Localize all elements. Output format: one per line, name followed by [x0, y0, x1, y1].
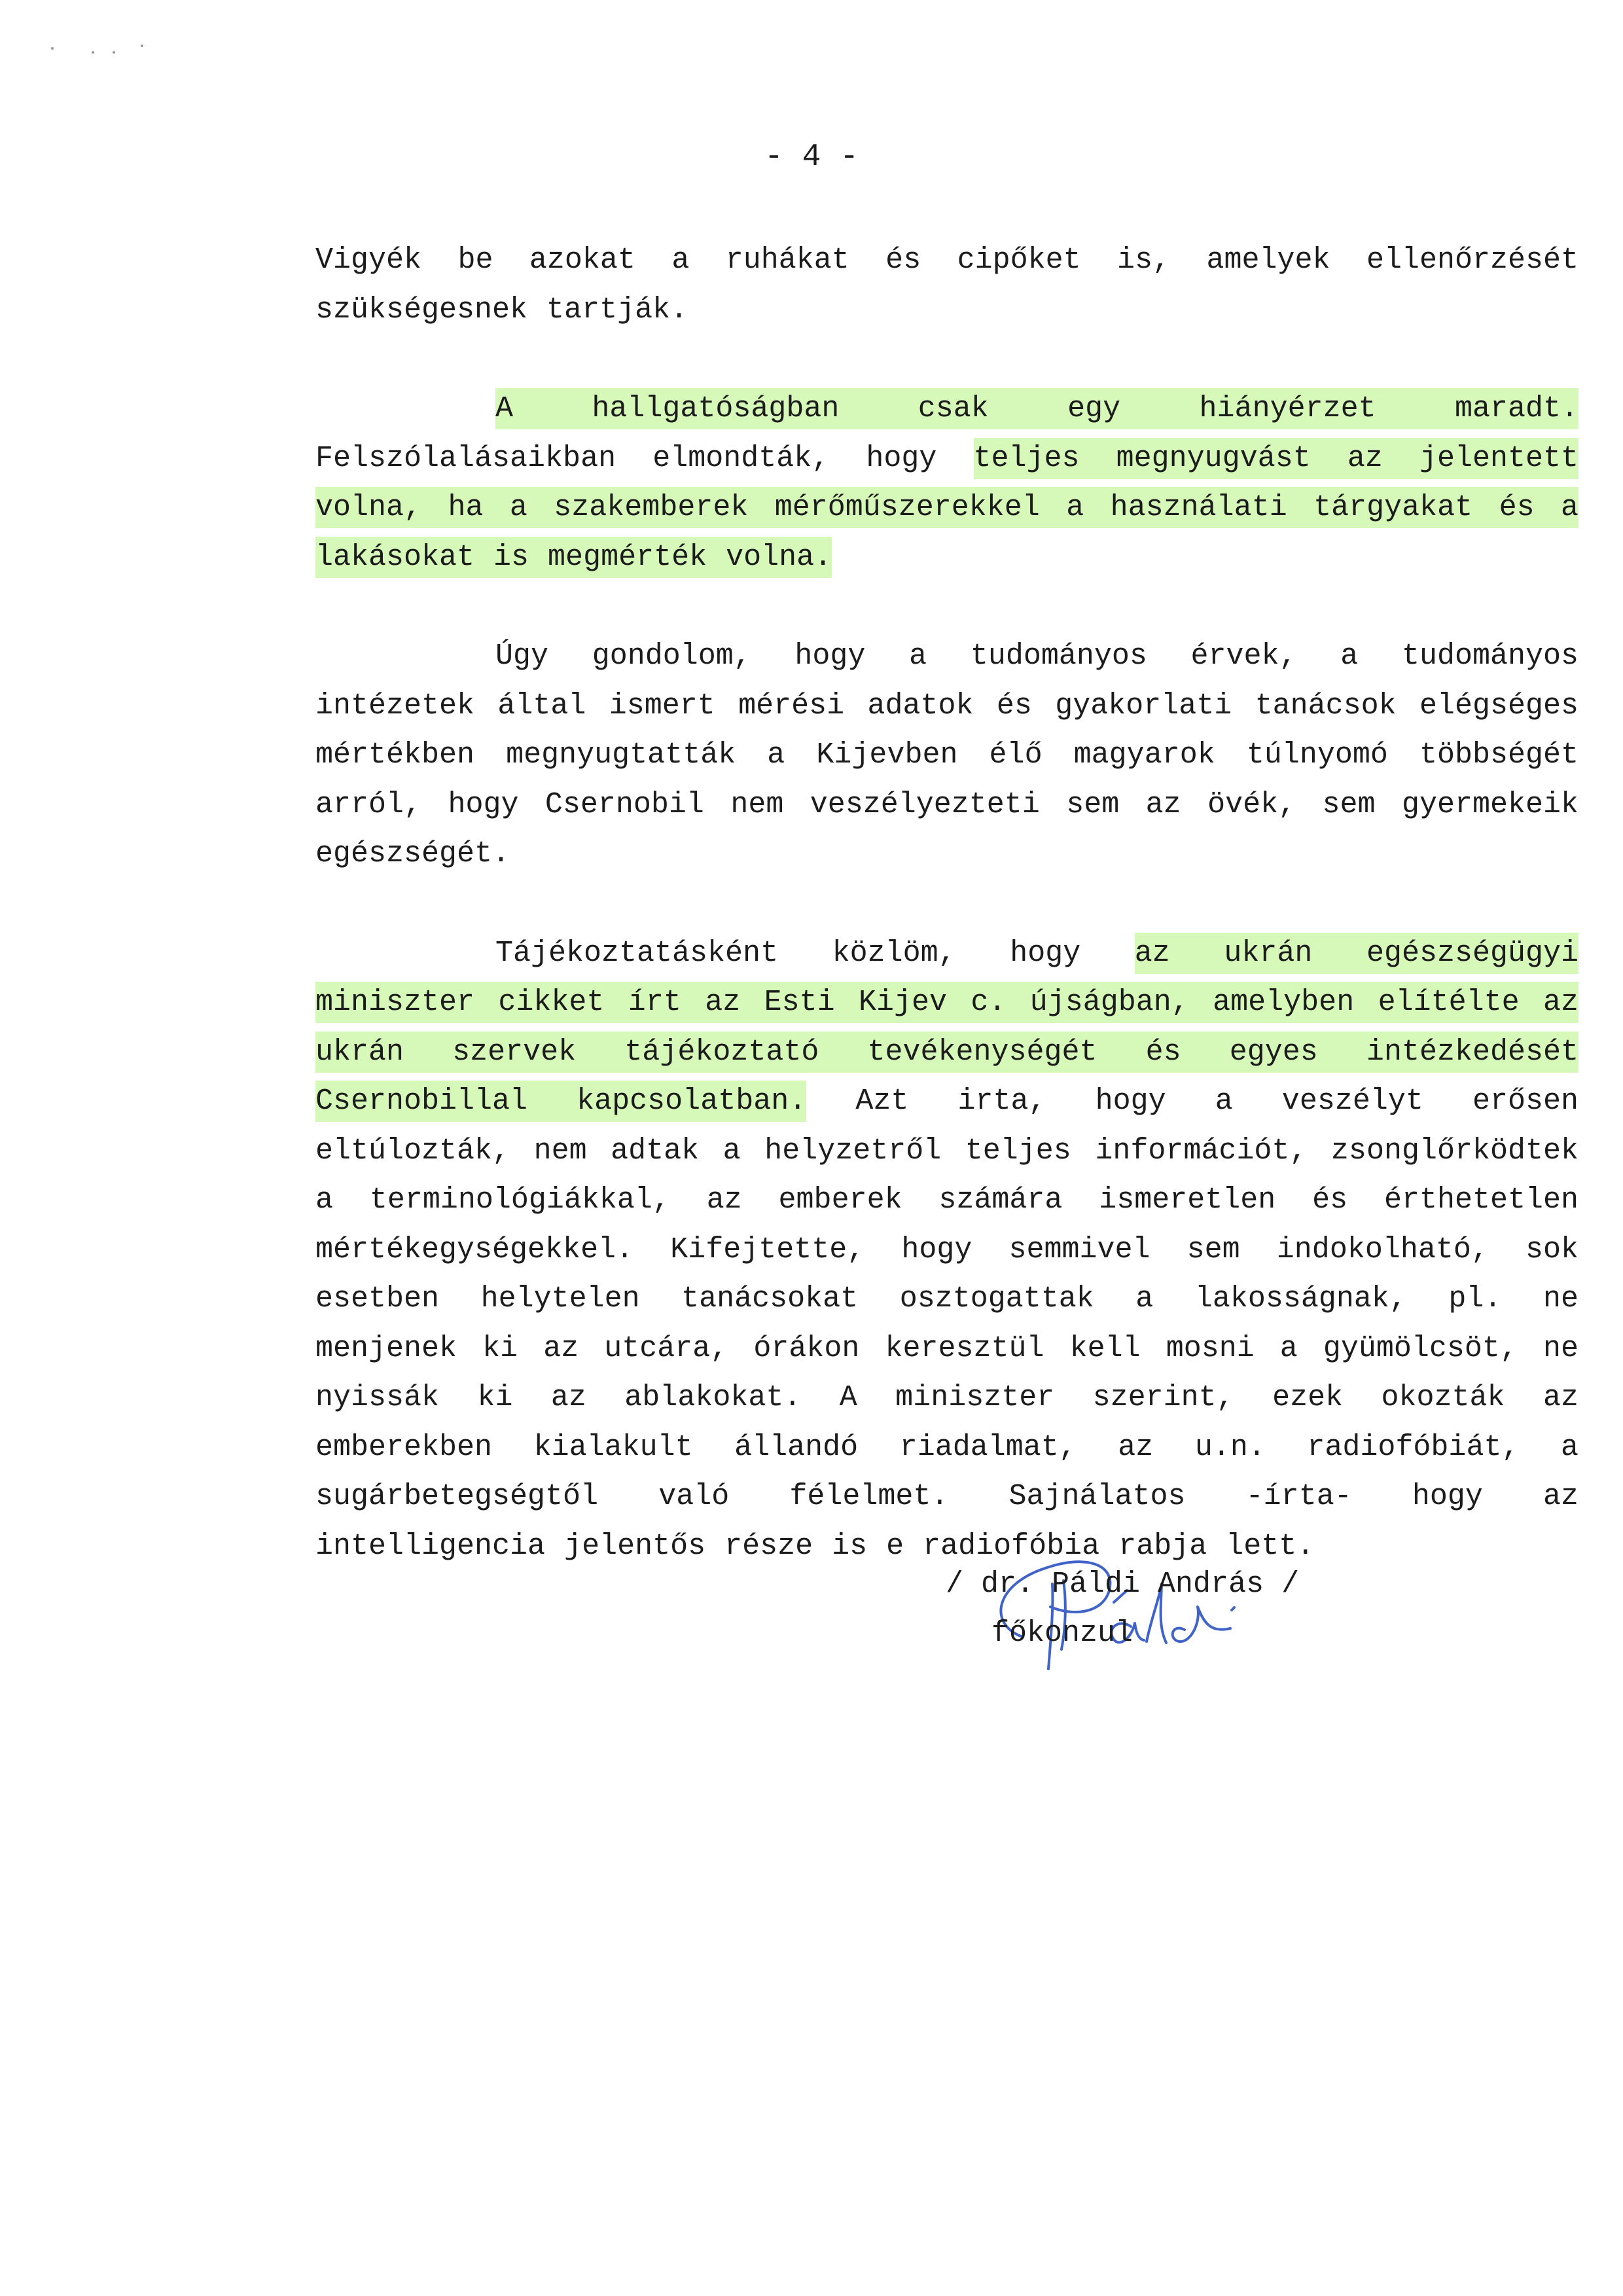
paragraph-text: Vigyék be azokat a ruhákat és cipőket is, amelyek ellenőrzését szükségesnek tartják.	[315, 243, 1578, 327]
signatory-name: / dr. Páldi András /	[946, 1568, 1300, 1601]
scan-speck	[141, 45, 143, 47]
signatory-title: főkonzul	[991, 1617, 1133, 1650]
highlighted-text: teljes megnyugvást az jelentett volna, ha a szakemberek mérőműszerekkel a használati tárgyakat és a lakásokat is megmérték volna.	[315, 438, 1578, 578]
paragraph	[315, 632, 1578, 879]
paragraph-text: Azt irta, hogy a veszélyt erősen eltúlozták, nem adtak a helyzetről teljes információt, zsonglőrködtek a terminológiákkal, az emberek számára ismeretlen és érthetetlen mértékegységekkel. Kifejtette, hogy semmivel sem indokolható, sok esetben helytelen tanácsokat osztogattak a lakosságnak, pl. ne menjenek ki az utcára, órákon keresztül kell mosni a gyümölcsöt, ne nyissák ki az ablakokat. A miniszter szerint, ezek okozták az emberekben kialakult állandó riadalmat, az u.n. radiofóbiát, a sugárbetegségtől való félelmet. Sajnálatos -írta- hogy az intelligencia jelentős része is e radiofóbia rabja lett.	[315, 1085, 1578, 1563]
highlighted-text: A hallgatóságban csak egy hiányérzet maradt.	[495, 388, 1578, 429]
scan-speck	[51, 47, 54, 50]
page-number: - 4 -	[764, 139, 859, 175]
paragraph-text: Tájékoztatásként közlöm, hogy	[495, 936, 1135, 970]
paragraph	[315, 236, 1578, 334]
document-body	[315, 236, 1578, 1621]
paragraph	[315, 929, 1578, 1571]
paragraph-text: Felszólalásaikban elmondták, hogy	[315, 441, 974, 475]
paragraph-text: Úgy gondolom, hogy a tudományos érvek, a tudományos intézetek által ismert mérési adatok és gyakorlati tanácsok elégséges mértékben megnyugtatták a Kijevben élő magyarok túlnyomó többségét arról, hogy Csernobil nem veszélyezteti sem az övék, sem gyermekeik egészségét.	[315, 639, 1578, 870]
scan-speck	[113, 51, 115, 54]
highlighted-text: az ukrán egészségügyi miniszter cikket írt az Esti Kijev c. újságban, amelyben elítélte az ukrán szervek tájékoztató tevékenységét és egyes intézkedését Csernobillal kapcsolatban.	[315, 933, 1578, 1122]
scan-speck	[92, 51, 94, 54]
paragraph	[315, 384, 1578, 582]
